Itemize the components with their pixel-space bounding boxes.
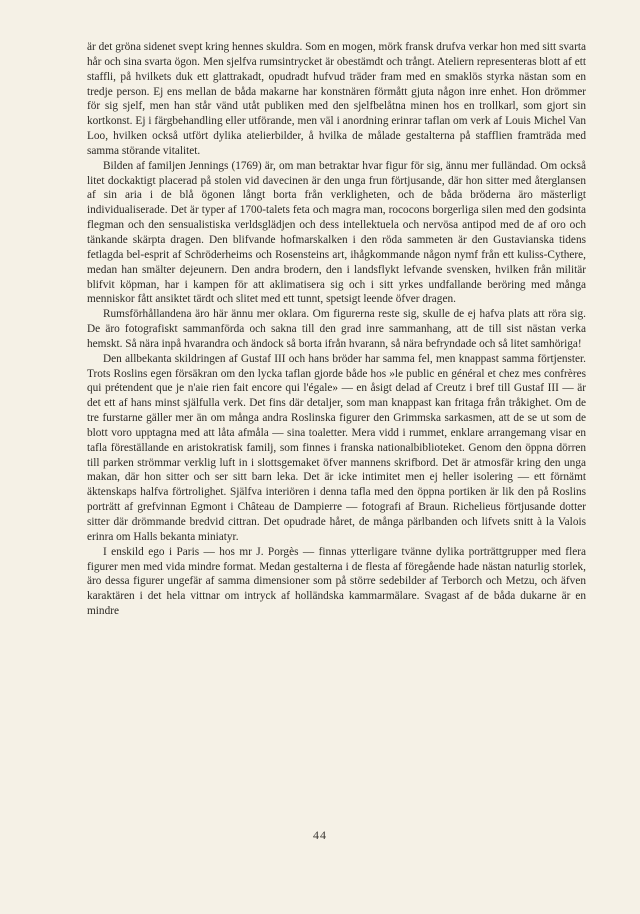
paragraph-4: Den allbekanta skildringen af Gustaf III och hans bröder har samma fel, men knappast samma förtjenster. Trots Roslins egen försäkran om den lycka taflan gjorde både hos »le public en général et chez mes confrères qui prétendent que je n'aie rien fait encore qui l'égale» — en åsigt delad af Creutz i bref till Gustaf III — är det ett af hans minst själfulla verk. Det fins där detaljer, som man knappast kan fritaga från tråkighet. Om de tre furstarne gäller mer än om många andra Roslinska figurer den Grimmska sarkasmen, att de se ut som de blott voro upptagna med att låta afmåla — sina toaletter. Mera vidd i rummet, enklare arrangemang visar en tafla föreställande en aristokratisk familj, som finnes i franska nationalbiblioteket. Genom den öppna dörren till parken strömmar verklig luft in i slottsgemaket öfver mannens skrifbord. Det är atmosfär kring den unga makan, där hon sitter och ser sitt barn leka. Det är icke intimitet men ej heller isolering — ett förnämt äktenskaps halfva förtrolighet. Själfva interiören i denna tafla med den öppna portiken är lik den på Roslins porträtt af grefvinnan Egmont i Château de Dampierre — fotografi af Braun. Richelieus förtjusande dotter sitter där drömmande bredvid cittran. Det opudrade håret, de många pärlbanden och lifvets snitt à la Valois erinra om Halls bekanta miniatyr. bbox=[87, 352, 586, 543]
page-number: 44 bbox=[313, 828, 327, 842]
paragraph-1: är det gröna sidenet svept kring hennes skuldra. Som en mogen, mörk fransk drufva verkar hon med sitt svarta hår och sina svarta ögon. Men sjelfva rumsintrycket är obestämdt och trångt. Ateliern representeras blott af ett staffli, på hvilkets duk ett glattrakadt, opudradt hufvud träder fram med en smaklös styrka nästan som en tredje person. Ej ens mellan de båda makarne har konstnären förmått gjuta någon inre enhet. Hon drömmer för sig sjelf, men han står vänd utåt publiken med den sjelfbelåtna minen hos en trollkarl, som gjort sin kortkonst. Ej i färgbehandling eller utförande, men väl i anordning erinrar taflan om verk af Louis Michel Van Loo, hvilken också utfört dylika atelierbilder, å hvilka de målade gestalterna på stafflien framträda med samma störande vitalitet. bbox=[87, 41, 586, 157]
body-text bbox=[87, 40, 586, 619]
paragraph-2: Bilden af familjen Jennings (1769) är, om man betraktar hvar figur för sig, ännu mer fulländad. Om också litet dockaktigt placerad på stolen vid davecinen är den unga frun förtjusande, där hon sitter med återglansen af sin aria i de blå ögonen långt borta från verkligheten, och de båda bröderna äro mästerligt individualiserade. Det är typer af 1700-talets feta och magra man, rococons borgerliga silen med den godsinta flegman och den sensualistiska verldsglädjen och dess intellektuela och nervösa antipod med de af oro och tänkande skärpta dragen. Den blifvande hofmarskalken i den röda sammeten är den Gustavianska tidens fetlagda bel-esprit af Schröderheims och Rosensteins art, ihågkommande någon nymf från ett kuliss-Cythere, medan han smälter dejeunern. Den andra brodern, den i landsflykt lefvande svensken, hvilken från militär blifvit köpman, har i kampen för att aklimatisera sig och i sitt yrkes undfallande beröring med många menniskor fått ansiktet tärdt och slitet med ett tunnt, spetsigt leende öfver dragen. bbox=[87, 159, 586, 306]
paragraph-5: I enskild ego i Paris — hos mr J. Porgès — finnas ytterligare tvänne dylika porträttgrupper med flera figurer men med vida mindre format. Medan gestalterna i de flesta af föregående hade nästan naturlig storlek, äro dessa figurer ungefär af samma dimensioner som på större sedebilder af Terborch och Metzu, och äfven karaktären i det hela vittnar om intryck af holländska kammarmälare. Svagast af de båda dukarne är en mindre bbox=[87, 545, 586, 618]
paragraph-3: Rumsförhållandena äro här ännu mer oklara. Om figurerna reste sig, skulle de ej hafva plats att röra sig. De äro fotografiskt sammanförda och sakna till den grad inre sammanhang, att de till sist nästan verka hemskt. Så nära inpå hvarandra och ändock så borta ifrån hvarann, så nära befryndade och så litet samhöriga! bbox=[87, 308, 586, 350]
